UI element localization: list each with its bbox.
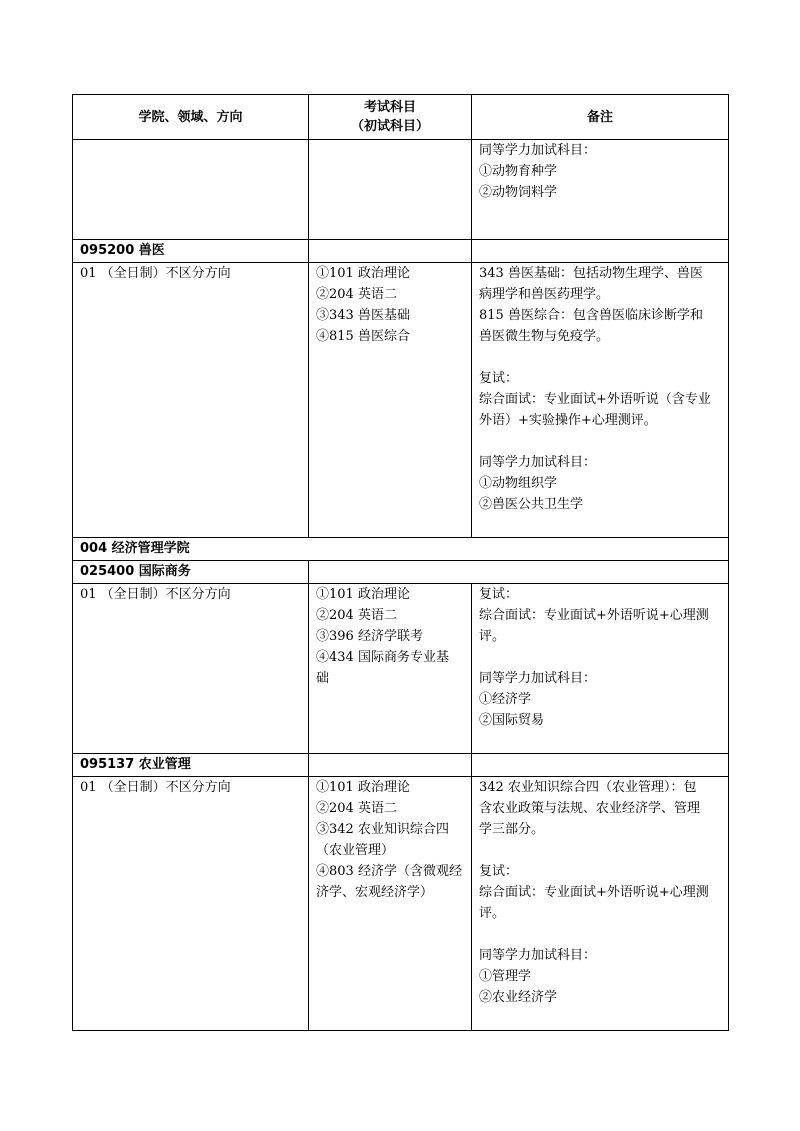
notes-line: 同等学力加试科目： — [479, 143, 597, 158]
subject-line: 础 — [316, 671, 330, 686]
notes-line: ①动物育种学 — [479, 164, 558, 179]
section-title: 025400 国际商务 — [73, 561, 309, 584]
notes-cell — [472, 263, 729, 538]
notes-line: ①经济学 — [479, 692, 532, 707]
carryover-direction-cell — [73, 140, 309, 240]
header-row — [73, 95, 729, 140]
notes-line: 评。 — [479, 629, 506, 644]
direction-text: 01 （全日制）不区分方向 — [80, 587, 231, 602]
notes-line: 343 兽医基础：包括动物生理学、兽医 — [479, 266, 703, 281]
notes-line: 342 农业知识综合四（农业管理）：包 — [479, 780, 697, 795]
subject-line: （农业管理） — [316, 843, 395, 858]
notes-line: 综合面试：专业面试+外语听说+心理测 — [479, 608, 709, 623]
college-row — [73, 538, 729, 561]
subject-line: ③342 农业知识综合四 — [316, 822, 449, 837]
subject-line: ②204 英语二 — [316, 287, 397, 302]
notes-line: ②国际贸易 — [479, 713, 545, 728]
subjects-cell — [309, 777, 472, 1031]
subject-line: ④434 国际商务专业基 — [316, 650, 449, 665]
notes-gap — [479, 840, 721, 861]
notes-cell — [472, 777, 729, 1031]
header-exam-subjects — [309, 95, 472, 140]
section-header-row — [73, 754, 729, 777]
subject-line: ③343 兽医基础 — [316, 308, 410, 323]
section-blank — [472, 754, 729, 777]
notes-line: ①管理学 — [479, 969, 532, 984]
direction-text: 01 （全日制）不区分方向 — [80, 780, 231, 795]
notes-line: 综合面试：专业面试+外语听说（含专业 — [479, 392, 711, 407]
notes-line: 复试： — [479, 864, 519, 879]
header-exam-subjects-line2: （初试科目） — [350, 119, 429, 134]
notes-line: 复试： — [479, 371, 519, 386]
header-notes: 备注 — [472, 95, 729, 140]
header-college-field: 学院、领域、方向 — [73, 95, 309, 140]
notes-gap — [479, 347, 721, 368]
notes-line: 兽医微生物与免疫学。 — [479, 329, 610, 344]
section-blank — [309, 561, 729, 584]
section-blank — [472, 240, 729, 263]
subjects-cell — [309, 584, 472, 754]
header-exam-subjects-line1: 考试科目 — [363, 100, 416, 115]
program-row — [73, 777, 729, 1031]
section-header-row — [73, 240, 729, 263]
direction-cell — [73, 777, 309, 1031]
notes-line: 病理学和兽医药理学。 — [479, 287, 610, 302]
section-blank — [309, 240, 472, 263]
subject-line: ①101 政治理论 — [316, 780, 410, 795]
subject-line: ②204 英语二 — [316, 801, 397, 816]
subject-line: ①101 政治理论 — [316, 587, 410, 602]
notes-line: 同等学力加试科目： — [479, 948, 597, 963]
program-row — [73, 263, 729, 538]
subject-line: 济学、宏观经济学） — [316, 885, 434, 900]
notes-line: 含农业政策与法规、农业经济学、管理 — [479, 801, 701, 816]
notes-line: 外语）+实验操作+心理测评。 — [479, 413, 657, 428]
notes-line: ②农业经济学 — [479, 990, 558, 1005]
notes-gap — [479, 647, 721, 668]
section-header-row — [73, 561, 729, 584]
direction-text: 01 （全日制）不区分方向 — [80, 266, 231, 281]
section-blank — [309, 754, 472, 777]
notes-gap — [479, 431, 721, 452]
subjects-cell — [309, 263, 472, 538]
subject-line: ②204 英语二 — [316, 608, 397, 623]
subject-line: ④803 经济学（含微观经 — [316, 864, 462, 879]
carryover-subjects-cell — [309, 140, 472, 240]
admissions-table — [72, 94, 729, 1031]
notes-gap — [479, 924, 721, 945]
direction-cell — [73, 263, 309, 538]
notes-line: ②兽医公共卫生学 — [479, 497, 584, 512]
subject-line: ③396 经济学联考 — [316, 629, 423, 644]
section-title: 095137 农业管理 — [73, 754, 309, 777]
subject-line: ①101 政治理论 — [316, 266, 410, 281]
college-title: 004 经济管理学院 — [73, 538, 729, 561]
notes-line: 同等学力加试科目： — [479, 671, 597, 686]
notes-line: 815 兽医综合：包含兽医临床诊断学和 — [479, 308, 703, 323]
direction-cell — [73, 584, 309, 754]
carryover-row — [73, 140, 729, 240]
notes-cell — [472, 584, 729, 754]
subject-line: ④815 兽医综合 — [316, 329, 410, 344]
notes-line: ①动物组织学 — [479, 476, 558, 491]
notes-line: 同等学力加试科目： — [479, 455, 597, 470]
carryover-notes-cell — [472, 140, 729, 240]
section-title: 095200 兽医 — [73, 240, 309, 263]
notes-line: 复试： — [479, 587, 519, 602]
notes-line: 评。 — [479, 906, 506, 921]
program-row — [73, 584, 729, 754]
notes-line: 学三部分。 — [479, 822, 545, 837]
notes-line: ②动物饲料学 — [479, 185, 558, 200]
notes-line: 综合面试：专业面试+外语听说+心理测 — [479, 885, 709, 900]
